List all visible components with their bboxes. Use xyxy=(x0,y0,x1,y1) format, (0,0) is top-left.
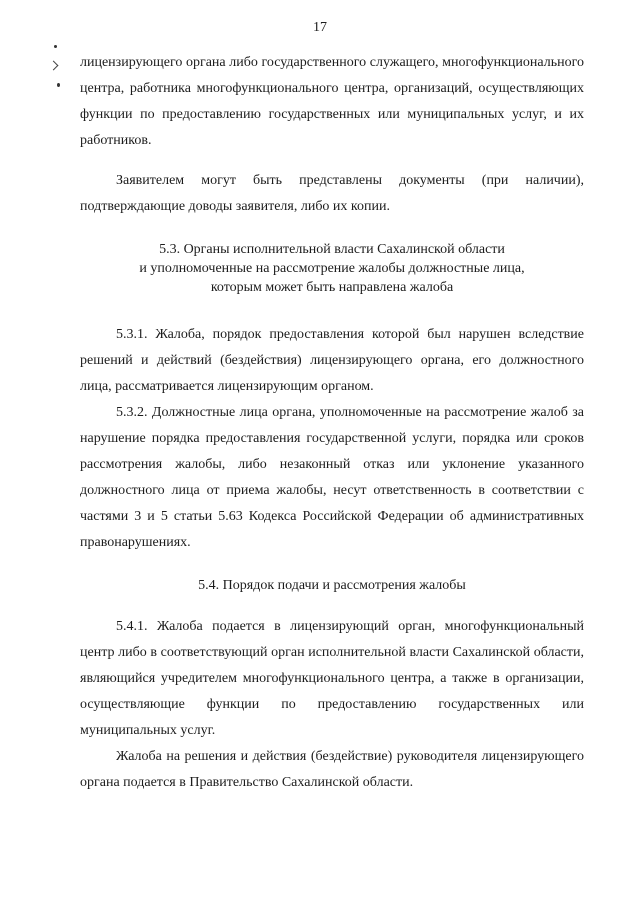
paragraph-evidence: Заявителем могут быть представлены документы (при наличии), подтверждающие доводы заявителя, либо их копии. xyxy=(80,173,584,214)
intro-paragraph: лицензирующего органа либо государственного служащего, многофункционального центра, работника многофункционального центра, организаций, осуществляющих функции по предоставлению государственных или муниципальных услуг, и их работников. xyxy=(80,55,584,148)
margin-tick-icon xyxy=(49,61,59,71)
heading-line: и уполномоченные на рассмотрение жалобы должностные лица, xyxy=(139,261,525,276)
paragraph-5-4-1: 5.4.1. Жалоба подается в лицензирующий орган, многофункциональный центр либо в соответствующий орган исполнительной власти Сахалинской области, являющийся учредителем многофункционального центра, а также в организации, осуществляющие функции по предоставлению государственных или муниципальных услуг. xyxy=(80,619,584,738)
section-heading-5-4: 5.4. Порядок подачи и рассмотрения жалобы xyxy=(198,578,466,593)
paragraph-5-3-2: 5.3.2. Должностные лица органа, уполномоченные на рассмотрение жалоб за нарушение порядка предоставления государственной услуги, порядка или сроков рассмотрения жалобы, либо незаконный отказ или уклонение указанного должностного лица от приема жалобы, несут ответственность в соответствии с частями 3 и 5 статьи 5.63 Кодекса Российской Федерации об административных правонарушениях. xyxy=(80,405,584,550)
heading-line: 5.3. Органы исполнительной власти Сахалинской области xyxy=(159,242,505,257)
document-body xyxy=(80,50,584,796)
margin-marks xyxy=(44,40,64,100)
margin-dot-icon xyxy=(54,45,57,48)
page-number: 17 xyxy=(313,20,327,35)
paragraph-5-3-1: 5.3.1. Жалоба, порядок предоставления которой был нарушен вследствие решений и действий (бездействия) лицензирующего органа, его должностного лица, рассматривается лицензирующим органом. xyxy=(80,327,584,394)
section-heading-5-3 xyxy=(80,240,584,297)
heading-line: которым может быть направлена жалоба xyxy=(210,280,454,295)
margin-dot-icon xyxy=(57,83,60,87)
paragraph-head-complaint: Жалоба на решения и действия (бездействие) руководителя лицензирующего органа подается в Правительство Сахалинской области. xyxy=(80,749,584,790)
